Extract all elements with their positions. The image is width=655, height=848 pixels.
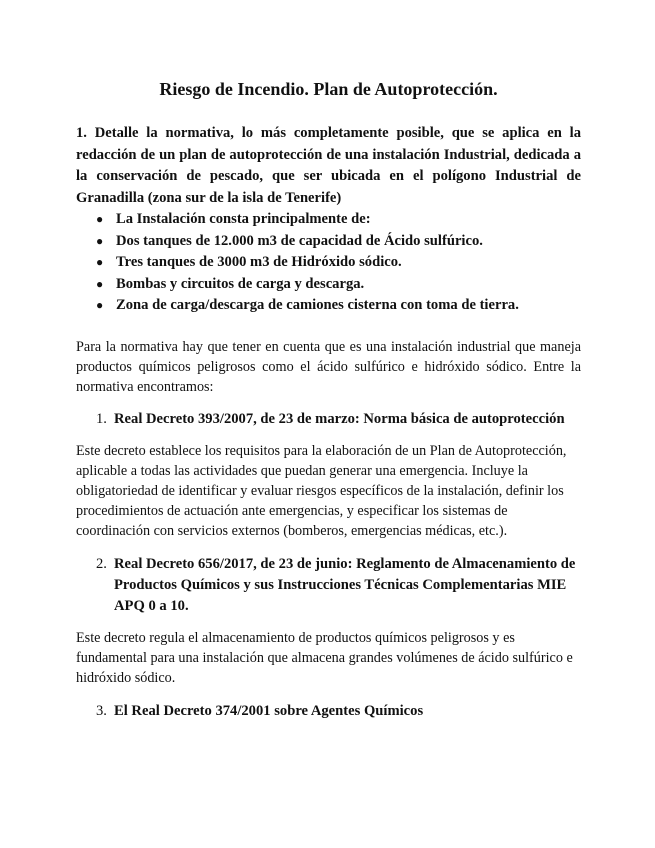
norma-title: Real Decreto 656/2017, de 23 de junio: Reglamento de Almacenamiento de Productos Químicos y sus Instrucciones Técnicas Complementarias MIE APQ 0 a 10. — [114, 555, 576, 614]
question-text: 1. Detalle la normativa, lo más completamente posible, que se aplica en la redacción de un plan de autoprotección de una instalación Industrial, dedicada a la conservación de pescado, que ser ubicada en el polígono Industrial de Granadilla (zona sur de la isla de Tenerife) — [76, 125, 581, 206]
norma-description-2: Este decreto regula el almacenamiento de productos químicos peligrosos y es fundamental para una instalación que almacena grandes volúmenes de ácido sulfúrico e hidróxido sódico. — [76, 629, 573, 686]
norma-heading-1 — [76, 409, 581, 430]
bullet-icon: ● — [96, 212, 104, 226]
norma-title: Real Decreto 393/2007, de 23 de marzo: Norma básica de autoprotección — [114, 410, 565, 427]
list-item: ● Bombas y circuitos de carga y descarga. — [76, 274, 581, 296]
list-item: ● La Instalación consta principalmente de: — [76, 209, 581, 231]
norma-heading-2 — [76, 554, 581, 617]
list-item: ● Dos tanques de 12.000 m3 de capacidad de Ácido sulfúrico. — [76, 231, 581, 253]
norma-number: 2. — [96, 555, 107, 572]
list-item: ● Tres tanques de 3000 m3 de Hidróxido sódico. — [76, 252, 581, 274]
installation-list — [76, 209, 581, 317]
bullet-icon: ● — [96, 255, 104, 269]
bullet-icon: ● — [96, 233, 104, 248]
bullet-icon: ● — [96, 276, 104, 291]
bullet-icon: ● — [96, 298, 104, 312]
intro-paragraph: Para la normativa hay que tener en cuenta que es una instalación industrial que maneja productos químicos peligrosos como el ácido sulfúrico e hidróxido sódico. Entre la normativa encontramos: — [76, 338, 581, 395]
norma-number: 3. — [96, 702, 107, 719]
norma-heading-3 — [76, 701, 581, 722]
document-title: Riesgo de Incendio. Plan de Autoprotección. — [159, 79, 498, 99]
list-item: ● Zona de carga/descarga de camiones cisterna con toma de tierra. — [76, 295, 581, 317]
norma-title: El Real Decreto 374/2001 sobre Agentes Químicos — [114, 702, 424, 719]
norma-number: 1. — [96, 410, 107, 427]
norma-description-1: Este decreto establece los requisitos para la elaboración de un Plan de Autoprotección, aplicable a todas las actividades que puedan generar una emergencia. Incluye la obligatoriedad de identificar y evaluar riesgos específicos de la instalación, definir los procedimientos de actuación ante emergencias, y especificar los sistemas de coordinación con servicios externos (bomberos, emergencias médicas, etc.). — [76, 442, 567, 539]
